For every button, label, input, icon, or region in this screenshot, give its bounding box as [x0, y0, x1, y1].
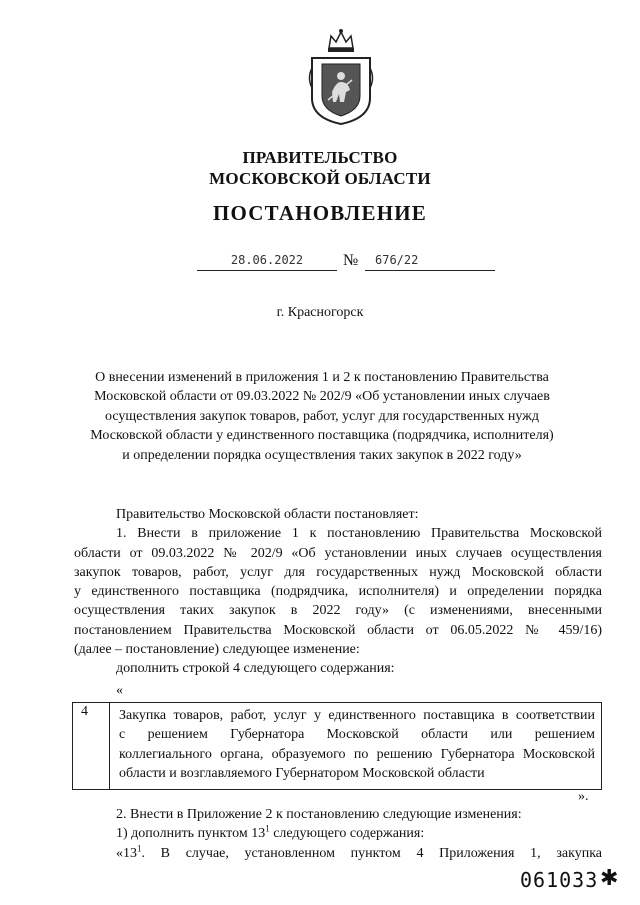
- number-underline: [365, 270, 495, 271]
- item2-quote-line: [74, 844, 602, 863]
- table-text-line: Закупка товаров, работ, услуг у единственного поставщика в соответствии: [119, 708, 595, 723]
- subject-line: осуществления закупок товаров, работ, услуг для государственных нужд: [105, 408, 539, 424]
- superscript: 1: [265, 823, 270, 834]
- item2: 2. Внести в Приложение 2 к постановлению следующие изменения:: [116, 807, 522, 822]
- superscript: 1: [137, 842, 142, 853]
- table-row-text-cell: [119, 706, 595, 783]
- government-name-line2: МОСКОВСКОЙ ОБЛАСТИ: [209, 169, 431, 188]
- number-sign: №: [343, 252, 359, 269]
- quote-close: ».: [578, 789, 589, 804]
- document-number: 676/22: [375, 253, 419, 267]
- preamble: Правительство Московской области постановляет:: [116, 507, 419, 522]
- subject-line: и определении порядка осуществления таких закупок в 2022 году»: [122, 447, 522, 463]
- table-text-line: коллегиального органа, образуемого по решению Губернатора Московской: [119, 746, 595, 762]
- item1-line: области от 09.03.2022 № 202/9 «Об установлении иных случаев осуществления: [74, 545, 602, 561]
- item1-line: постановлением Правительства Московской области от 06.05.2022 № 459/16): [74, 622, 602, 638]
- city: г. Красногорск: [276, 305, 364, 320]
- item1-action: дополнить строкой 4 следующего содержания:: [116, 661, 395, 677]
- coat-of-arms-icon: [306, 28, 376, 126]
- item1-line: осуществления таких закупок в 2022 году» (с изменениями, внесенными: [74, 603, 602, 619]
- star-icon: ✱: [600, 866, 619, 891]
- item1-line: закупок товаров, работ, услуг для государственных нужд Московской области: [74, 564, 602, 580]
- item2-subitem1: [74, 824, 602, 843]
- item1-line: 1. Внести в приложение 1 к постановлению Правительства Московской: [116, 526, 602, 542]
- table-text-line: области и возглавляемого Губернатором Московской области: [119, 765, 485, 781]
- item1-line: у единственного поставщика (подрядчика, исполнителя) и определении порядка: [74, 584, 602, 600]
- document-serial-number: 061033: [520, 868, 599, 892]
- item2-quote-post: . В случае, установленном пунктом 4 Приложения 1, закупка: [141, 845, 602, 861]
- government-name-line1: ПРАВИТЕЛЬСТВО: [242, 148, 398, 167]
- subject-line: О внесении изменений в приложения 1 и 2 к постановлению Правительства: [95, 370, 549, 385]
- table-text-line: с решением Губернатора Московской области или решением: [119, 727, 595, 743]
- date-underline: [197, 270, 337, 271]
- document-subject: [80, 368, 564, 465]
- document-date: 28.06.2022: [230, 253, 304, 267]
- quote-open: «: [116, 683, 123, 698]
- document-body: [74, 505, 602, 679]
- date-number-line: [197, 253, 497, 273]
- subject-line: Московской области у единственного поставщика (подрядчика, исполнителя): [90, 428, 554, 444]
- item2-subitem1-post: следующего содержания:: [269, 826, 425, 842]
- inserted-row-table: [72, 702, 602, 790]
- document-type-title: ПОСТАНОВЛЕНИЕ: [212, 201, 428, 225]
- table-row-number-cell: [73, 703, 110, 789]
- item2-quote-pre: «13: [116, 845, 137, 861]
- document-body-continued: [74, 805, 602, 863]
- subject-line: Московской области от 09.03.2022 № 202/9 «Об установлении иных случаев: [94, 389, 550, 405]
- table-row-number: 4: [81, 704, 88, 719]
- item2-subitem1-pre: 1) дополнить пунктом 13: [116, 826, 266, 842]
- item1-line: (далее – постановление) следующее изменение:: [74, 642, 360, 658]
